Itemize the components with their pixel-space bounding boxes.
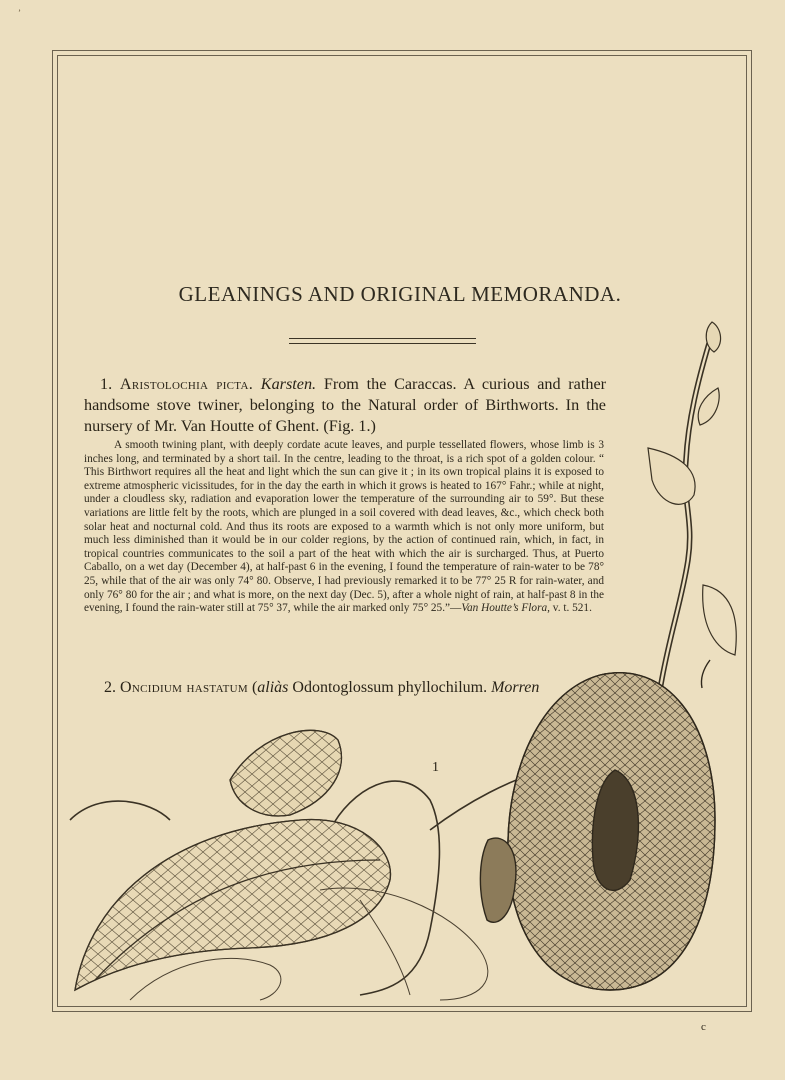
item-2-genus: Oncidium hastatum [120,679,248,696]
signature-mark: c [701,1021,706,1033]
item-1-number: 1. [100,375,113,393]
item-1-genus: Aristolochia picta. [119,375,254,393]
left-leaf [75,730,390,990]
item-2-heading [104,678,574,698]
item-2-alias: aliàs [257,679,289,696]
item-2-number: 2. [104,679,116,696]
corner-mark: ’ [18,8,21,18]
title-rule [289,338,476,339]
item-2-synonym: Odontoglossum phyllochilum. [292,679,488,696]
item-2-paren: ( [251,679,258,696]
flower-icon [480,660,715,990]
item-1-heading [84,374,606,437]
item-1-authority: Karsten. [260,375,317,393]
item-2-authority: Morren [491,679,540,696]
body-paragraph: A smooth twining plant, with deeply cordate acute leaves, and purple tessellated flowers, whose limb is 3 inches long, and terminated by a short tail. In the centre, leading to the throat, is a rich spot of a golden colour. “ This Birthwort requires all the heat and light which the sun can give it ; in its own tropical plains it is exposed to extreme atmospheric vicissitudes, for in the day the earth in which it grows is heated to 167° Fahr.; while at night, under a cloudless sky, radiation and evaporation lower the temperature of the surrounding air to 59°. But these variations are little felt by the roots, which are plunged in a soil covered with dead leaves, &c., which check both solar heat and nocturnal cold. And thus its roots are exposed to a warmth which is not only more uniform, but much less diminished than it would be in our colder regions, by the action of continued rain, which, in fact, in tropical countries communicates to the soil a part of the heat with which the air is surcharged. Thus, at Puerto Caballo, on a wet day (December 4), at half-past 6 in the evening, I found the temperature of rain-water to be 78° 25, while that of the air was only 74° 80. Observe, I had previously remarked it to be 77° 25 R for rain-water, and only 76° 80 for the air ; and what is more, on the next day (Dec. 5), after a whole night of rain, at half-past 8 in the evening, I found the rain-water still at 75° 37, while the air marked only 75° 25.”— [84,439,604,615]
item-1-description: From the Caraccas. A curious and rather handsome stove twiner, belonging to the Natural order of Birthworts. In the nursery of Mr. Van Houtte of Ghent. (Fig. 1.) [84,375,607,435]
title-rule [289,343,476,344]
bud-icon [706,322,720,352]
item-1-body [84,439,604,616]
body-citation: Van Houtte’s Flora, [461,602,550,615]
body-reference: v. t. 521. [552,602,592,615]
figure-number: 1 [432,760,439,775]
page-title: GLEANINGS AND ORIGINAL MEMORANDA. [178,282,622,306]
